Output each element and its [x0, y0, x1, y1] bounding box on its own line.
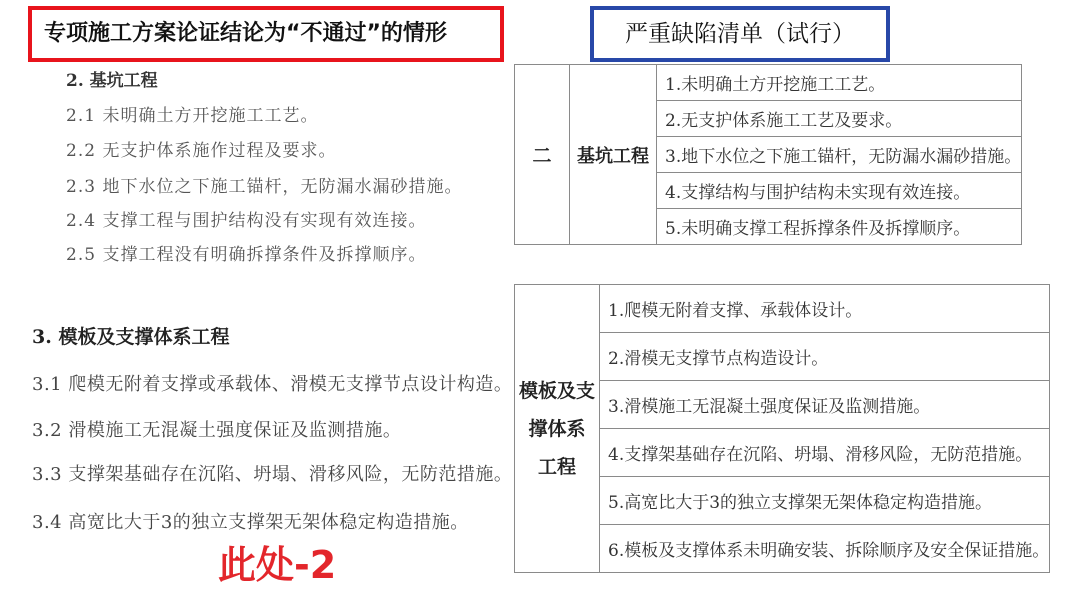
table-number: 二	[515, 65, 570, 245]
section2-item: 2.1 未明确土方开挖施工工艺。	[66, 106, 319, 126]
left-title: 专项施工方案论证结论为“不通过”的情形	[44, 21, 447, 46]
section3-item: 3.1 爬模无附着支撑或承载体、滑模无支撑节点设计构造。	[32, 374, 513, 395]
right-title: 严重缺陷清单（试行）	[625, 21, 855, 47]
section3-item: 3.4 高宽比大于3的独立支撑架无架体稳定构造措施。	[32, 512, 469, 533]
table-cell: 3.地下水位之下施工锚杆，无防漏水漏砂措施。	[657, 137, 1022, 173]
table-cell: 2.无支护体系施工工艺及要求。	[657, 101, 1022, 137]
right-title-box	[590, 6, 890, 62]
section2-heading: 2. 基坑工程	[66, 71, 158, 91]
category-line: 撑体系	[528, 417, 586, 440]
table-category: 基坑工程	[570, 65, 657, 245]
table-cell: 2.滑模无支撑节点构造设计。	[600, 333, 1050, 381]
section3-item: 3.2 滑模施工无混凝土强度保证及监测措施。	[32, 420, 402, 441]
table-category	[515, 285, 600, 573]
table-cell: 1.未明确土方开挖施工工艺。	[657, 65, 1022, 101]
category-line: 模板及支	[518, 379, 595, 402]
annotation-note: 此处-2	[218, 543, 337, 587]
table-cell: 4.支撑架基础存在沉陷、坍塌、滑移风险，无防范措施。	[600, 429, 1050, 477]
table-cell: 6.模板及支撑体系未明确安装、拆除顺序及安全保证措施。	[600, 525, 1050, 573]
defect-table-formwork	[514, 284, 1050, 573]
table-cell: 5.高宽比大于3的独立支撑架无架体稳定构造措施。	[600, 477, 1050, 525]
section2-item: 2.3 地下水位之下施工锚杆，无防漏水漏砂措施。	[66, 177, 463, 197]
table-cell: 5.未明确支撑工程拆撑条件及拆撑顺序。	[657, 209, 1022, 245]
section2-item: 2.4 支撑工程与围护结构没有实现有效连接。	[66, 211, 427, 231]
section3-item: 3.3 支撑架基础存在沉陷、坍塌、滑移风险，无防范措施。	[32, 464, 513, 485]
left-title-box	[28, 6, 504, 62]
table-cell: 3.滑模施工无混凝土强度保证及监测措施。	[600, 381, 1050, 429]
category-line: 工程	[537, 455, 576, 478]
table-cell: 1.爬模无附着支撑、承载体设计。	[600, 285, 1050, 333]
section2-item: 2.2 无支护体系施作过程及要求。	[66, 141, 337, 161]
section3-heading: 3. 模板及支撑体系工程	[32, 326, 230, 348]
defect-table-foundation-pit	[514, 64, 1022, 245]
section2-item: 2.5 支撑工程没有明确拆撑条件及拆撑顺序。	[66, 245, 427, 265]
table-cell: 4.支撑结构与围护结构未实现有效连接。	[657, 173, 1022, 209]
